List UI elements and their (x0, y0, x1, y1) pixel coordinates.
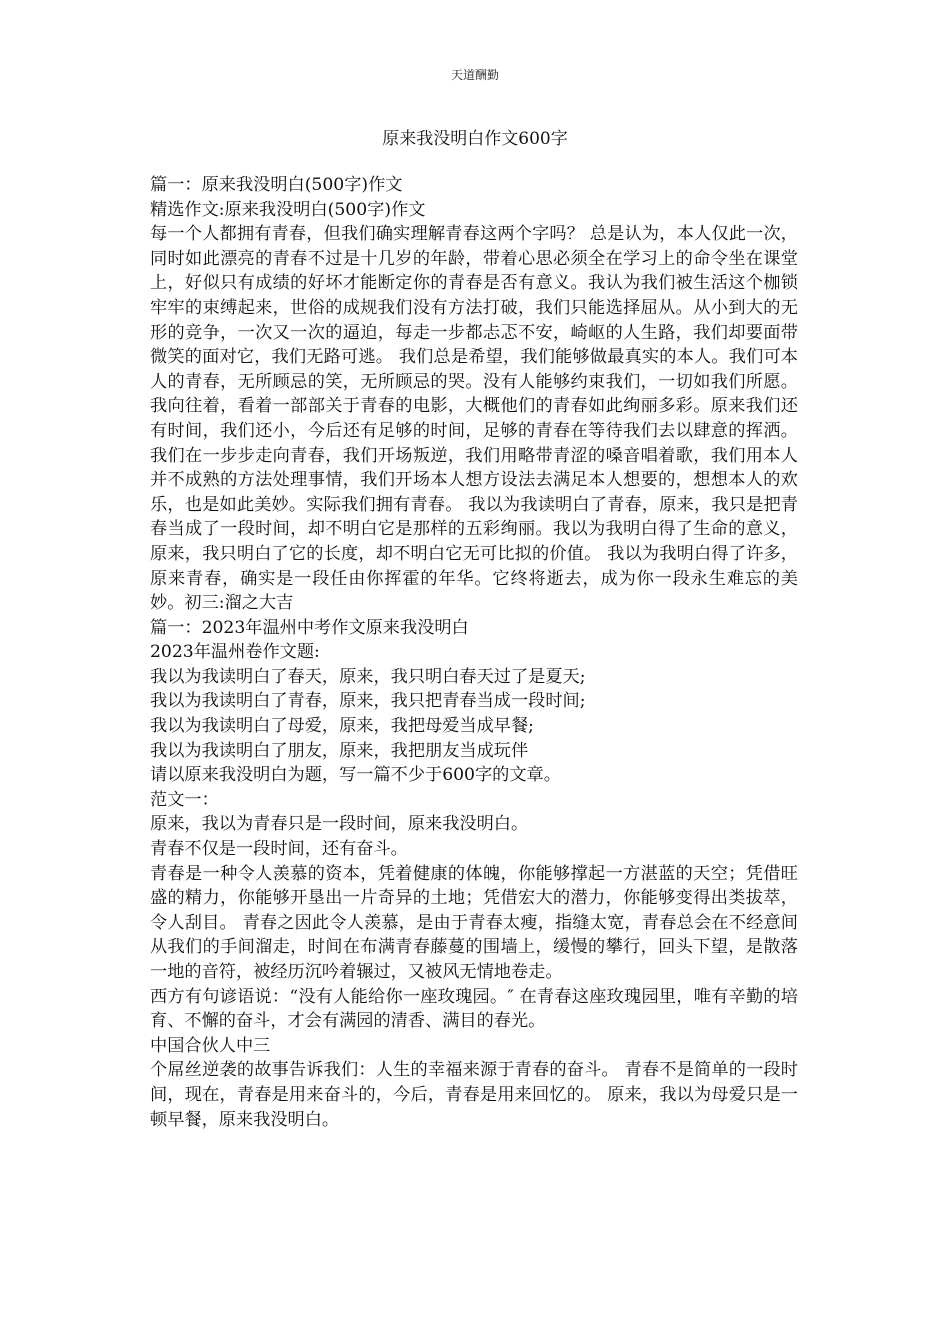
paragraph: 我以为我读明白了春天，原来，我只明白春天过了是夏天; (150, 666, 586, 687)
paragraph: 篇一：2023年温州中考作文原来我没明白 (150, 617, 469, 638)
paragraph: 西方有句谚语说：“没有人能给你一座玫瑰园。″ 在青春这座玫瑰园里，唯有辛勤的培育、不懈的奋斗，才会有满园的清香、满目的春光。 (150, 986, 798, 1032)
paragraph: 青春是一种令人羡慕的资本，凭着健康的体魄，你能够撑起一方湛蓝的天空；凭借旺盛的精力，你能够开垦出一片奇异的土地；凭借宏大的潜力，你能够变得出类拔萃，令人刮目。 青春之因此令人羡慕，是由于青春太瘦，指缝太宽，青春总会在不经意间从我们的手间溜走，时间在布满青春藤蔓的围墙上，缓慢的攀行，回头下望，是散落一地的音符，被经历沉吟着辗过，又被风无情地卷走。 (150, 863, 798, 982)
paragraph: 我以为我读明白了青春，原来，我只把青春当成一段时间; (150, 691, 586, 712)
paragraph: 中国合伙人中三 (150, 1035, 271, 1056)
paragraph: 范文一： (150, 789, 219, 810)
paragraph: 青春不仅是一段时间，还有奋斗。 (150, 839, 408, 860)
paragraph: 我以为我读明白了朋友，原来，我把朋友当成玩伴 (150, 740, 529, 761)
paragraph: 2023年温州卷作文题: (150, 642, 320, 663)
document-body (150, 173, 798, 1132)
document-title: 原来我没明白作文600字 (382, 129, 568, 149)
paragraph: 精选作文:原来我没明白(500字)作文 (150, 199, 426, 220)
paragraph: 篇一：原来我没明白(500字)作文 (150, 175, 403, 195)
paragraph: 请以原来我没明白为题，写一篇不少于600字的文章。 (150, 765, 561, 786)
page-header: 天道酬勤 (450, 68, 499, 82)
paragraph: 我以为我读明白了母爱，原来，我把母爱当成早餐; (150, 716, 534, 737)
paragraph: 每一个人都拥有青春，但我们确实理解青春这两个字吗？ 总是认为，本人仅此一次，同时如此漂亮的青春不过是十几岁的年龄，带着心思必须全在学习上的命令坐在课堂上，好似只有成绩的好坏才能断定你的青春是否有意义。我认为我们被生活这个枷锁牢牢的束缚起来，世俗的成规我们没有方法打破，我们只能选择屈从。从小到大的无形的竞争，一次又一次的逼迫，每走一步都忐忑不安，崎岖的人生路，我们却要面带微笑的面对它，我们无路可逃。 我们总是希望，我们能够做最真实的本人。我们可本人的青春，无所顾忌的笑，无所顾忌的哭。没有人能够约束我们，一切如我们所愿。 我向往着，看着一部部关于青春的电影，大概他们的青春如此绚丽多彩。原来我们还有时间，我们还小，今后还有足够的时间，足够的青春在等待我们去以肆意的挥洒。我们在一步步走向青春，我们开场叛逆，我们用略带青涩的嗓音唱着歌，我们用本人并不成熟的方法处理事情，我们开场本人想方设法去满足本人想要的，想想本人的欢乐，也是如此美妙。实际我们拥有青春。 我以为我读明白了青春，原来，我只是把青春当成了一段时间，却不明白它是那样的五彩绚丽。我以为我明白得了生命的意义，原来，我只明白了它的长度，却不明白它无可比拟的价值。 我以为我明白得了许多，原来青春，确实是一段任由你挥霍的年华。它终将逝去，成为你一段永生难忘的美妙。初三:溜之大吉 (150, 224, 798, 614)
paragraph: 个屌丝逆袭的故事告诉我们：人生的幸福来源于青春的奋斗。 青春不是简单的一段时间，现在，青春是用来奋斗的，今后，青春是用来回忆的。 原来，我以为母爱只是一顿早餐，原来我没明白。 (150, 1060, 798, 1130)
paragraph: 原来，我以为青春只是一段时间，原来我没明白。 (150, 814, 529, 835)
